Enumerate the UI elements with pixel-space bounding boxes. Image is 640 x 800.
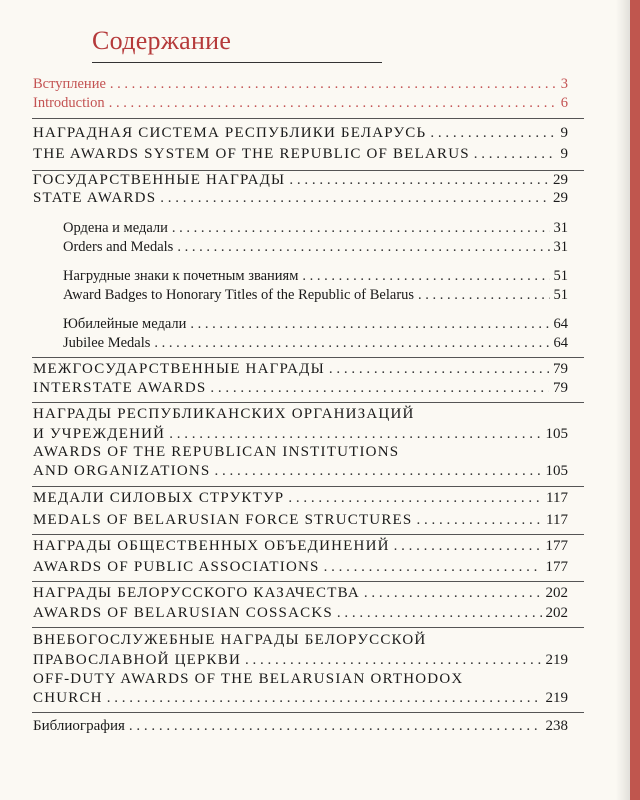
toc-entry-interstate-en[interactable] bbox=[33, 380, 568, 402]
entry-title: AWARDS OF BELARUSIAN COSSACKS bbox=[33, 605, 333, 621]
section-divider bbox=[32, 581, 584, 582]
leader-dots bbox=[190, 316, 549, 333]
leader-dots bbox=[329, 361, 549, 378]
entry-title: Ордена и медали bbox=[63, 220, 168, 236]
leader-dots bbox=[172, 220, 550, 237]
entry-page: 51 bbox=[553, 287, 568, 303]
entry-page: 3 bbox=[560, 76, 568, 92]
leader-dots bbox=[214, 463, 541, 480]
toc-entry-church-ru-line1: ВНЕБОГОСЛУЖЕБНЫЕ НАГРАДЫ БЕЛОРУССКОЙ bbox=[33, 632, 427, 648]
leader-dots bbox=[110, 76, 557, 93]
entry-title: МЕДАЛИ СИЛОВЫХ СТРУКТУР bbox=[33, 490, 285, 506]
entry-title: THE AWARDS SYSTEM OF THE REPUBLIC OF BELARUS bbox=[33, 146, 470, 162]
leader-dots bbox=[289, 172, 549, 189]
toc-entry-jubilee-en[interactable] bbox=[63, 335, 568, 357]
entry-title: AWARDS OF PUBLIC ASSOCIATIONS bbox=[33, 559, 320, 575]
entry-title: Award Badges to Honorary Titles of the Republic of Belarus bbox=[63, 287, 415, 303]
leader-dots bbox=[302, 268, 549, 285]
toc-entry-force-ru[interactable] bbox=[33, 490, 568, 512]
leader-dots bbox=[107, 690, 542, 707]
toc-entry-orders-medals-en[interactable] bbox=[63, 239, 568, 261]
toc-entry-church-en-line1: OFF-DUTY AWARDS OF THE BELARUSIAN ORTHODOX bbox=[33, 671, 464, 687]
section-divider bbox=[32, 486, 584, 487]
section-divider bbox=[32, 170, 584, 171]
entry-page: 177 bbox=[545, 559, 568, 575]
entry-title: МЕЖГОСУДАРСТВЕННЫЕ НАГРАДЫ bbox=[33, 361, 325, 377]
entry-title: Jubilee Medals bbox=[63, 335, 151, 351]
entry-title: AND ORGANIZATIONS bbox=[33, 463, 211, 479]
entry-page: 31 bbox=[553, 220, 568, 236]
entry-title: НАГРАДНАЯ СИСТЕМА РЕСПУБЛИКИ БЕЛАРУСЬ bbox=[33, 125, 427, 141]
entry-page: 6 bbox=[560, 95, 568, 111]
entry-page: 238 bbox=[545, 718, 568, 734]
leader-dots bbox=[416, 512, 542, 529]
entry-title: CHURCH bbox=[33, 690, 103, 706]
entry-title: Библиография bbox=[33, 718, 125, 734]
leader-dots bbox=[169, 426, 541, 443]
leader-dots bbox=[430, 125, 556, 142]
leader-dots bbox=[245, 652, 542, 669]
page-title: Содержание bbox=[92, 26, 232, 55]
toc-entry-republican-en-line1: AWARDS OF THE REPUBLICAN INSTITUTIONS bbox=[33, 444, 400, 460]
entry-page: 51 bbox=[553, 268, 568, 284]
entry-title: MEDALS OF BELARUSIAN FORCE STRUCTURES bbox=[33, 512, 413, 528]
entry-page: 117 bbox=[546, 512, 568, 528]
toc-entry-bibliography[interactable] bbox=[33, 718, 568, 740]
entry-title: Orders and Medals bbox=[63, 239, 174, 255]
toc-entry-republican-en[interactable] bbox=[33, 463, 568, 485]
toc-entry-church-en[interactable] bbox=[33, 690, 568, 712]
entry-title: ГОСУДАРСТВЕННЫЕ НАГРАДЫ bbox=[33, 172, 286, 188]
entry-title: Introduction bbox=[33, 95, 105, 111]
toc-entry-public-en[interactable] bbox=[33, 559, 568, 581]
entry-page: 105 bbox=[545, 426, 568, 442]
leader-dots bbox=[337, 605, 542, 622]
toc-entry-force-en[interactable] bbox=[33, 512, 568, 534]
entry-title: НАГРАДЫ ОБЩЕСТВЕННЫХ ОБЪЕДИНЕНИЙ bbox=[33, 538, 390, 554]
entry-page: 64 bbox=[553, 316, 568, 332]
toc-entry-cossacks-ru[interactable] bbox=[33, 585, 568, 607]
leader-dots bbox=[394, 538, 542, 555]
leader-dots bbox=[109, 95, 557, 112]
leader-dots bbox=[154, 335, 549, 352]
entry-page: 177 bbox=[545, 538, 568, 554]
entry-page: 219 bbox=[545, 690, 568, 706]
entry-title: И УЧРЕЖДЕНИЙ bbox=[33, 426, 166, 442]
section-divider bbox=[32, 534, 584, 535]
leader-dots bbox=[288, 490, 542, 507]
section-divider bbox=[32, 357, 584, 358]
toc-entry-badges-en[interactable] bbox=[63, 287, 568, 309]
toc-entry-cossacks-en[interactable] bbox=[33, 605, 568, 627]
entry-page: 31 bbox=[553, 239, 568, 255]
entry-page: 29 bbox=[553, 172, 568, 188]
entry-title: Нагрудные знаки к почетным званиям bbox=[63, 268, 299, 284]
toc-entry-public-ru[interactable] bbox=[33, 538, 568, 560]
toc-entry-intro-en[interactable] bbox=[33, 95, 568, 117]
entry-page: 29 bbox=[553, 190, 568, 206]
entry-title: Юбилейные медали bbox=[63, 316, 187, 332]
entry-page: 79 bbox=[553, 380, 568, 396]
leader-dots bbox=[129, 718, 542, 735]
entry-page: 79 bbox=[553, 361, 568, 377]
toc-entry-state-awards-en[interactable] bbox=[33, 190, 568, 212]
entry-page: 9 bbox=[560, 125, 568, 141]
section-divider bbox=[32, 712, 584, 713]
section-divider bbox=[32, 402, 584, 403]
entry-page: 117 bbox=[546, 490, 568, 506]
entry-title: НАГРАДЫ БЕЛОРУССКОГО КАЗАЧЕСТВА bbox=[33, 585, 360, 601]
leader-dots bbox=[210, 380, 549, 397]
section-divider bbox=[32, 118, 584, 119]
entry-page: 9 bbox=[560, 146, 568, 162]
entry-title: INTERSTATE AWARDS bbox=[33, 380, 207, 396]
entry-title: Вступление bbox=[33, 76, 106, 92]
leader-dots bbox=[177, 239, 549, 256]
leader-dots bbox=[160, 190, 549, 207]
entry-page: 202 bbox=[545, 585, 568, 601]
leader-dots bbox=[418, 287, 549, 304]
section-divider bbox=[32, 627, 584, 628]
entry-page: 64 bbox=[553, 335, 568, 351]
toc-entry-awards-system-en[interactable] bbox=[33, 146, 568, 168]
leader-dots bbox=[474, 146, 557, 163]
entry-title: STATE AWARDS bbox=[33, 190, 157, 206]
entry-page: 202 bbox=[545, 605, 568, 621]
entry-page: 219 bbox=[545, 652, 568, 668]
entry-title: ПРАВОСЛАВНОЙ ЦЕРКВИ bbox=[33, 652, 241, 668]
entry-page: 105 bbox=[545, 463, 568, 479]
leader-dots bbox=[324, 559, 542, 576]
leader-dots bbox=[364, 585, 542, 602]
toc-entry-awards-system-ru[interactable] bbox=[33, 125, 568, 147]
toc-entry-republican-ru-line1: НАГРАДЫ РЕСПУБЛИКАНСКИХ ОРГАНИЗАЦИЙ bbox=[33, 406, 415, 422]
